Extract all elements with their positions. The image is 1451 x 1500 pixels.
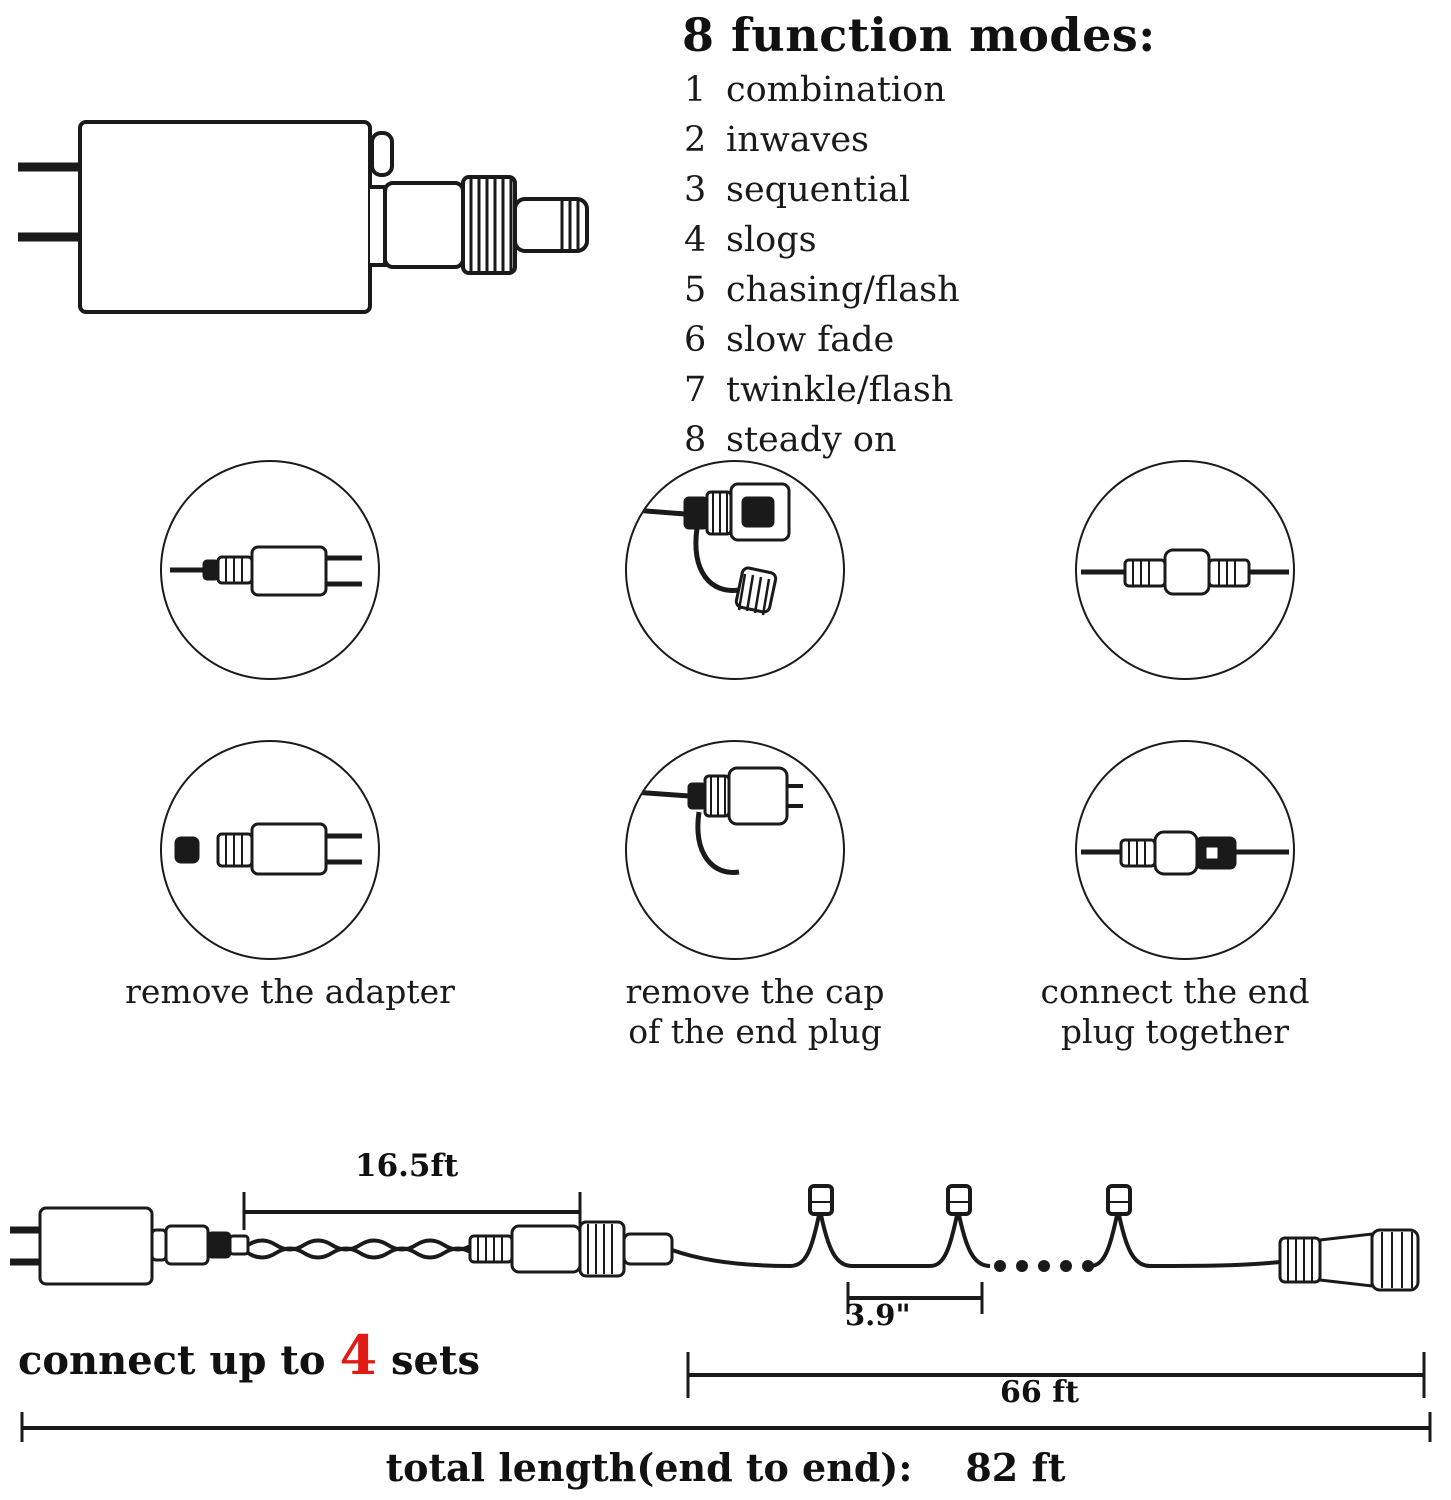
caption-remove-cap bbox=[555, 972, 955, 1052]
caption-connect-plugs-line2: plug together bbox=[1060, 1012, 1290, 1051]
mode-item bbox=[684, 215, 1372, 265]
step-circle-adapter-attached bbox=[160, 460, 380, 680]
step-circle-plugs-connected bbox=[1075, 740, 1295, 960]
mode-number: 2 bbox=[684, 120, 707, 161]
step-illustrations bbox=[130, 450, 1420, 970]
mode-item bbox=[684, 115, 1372, 165]
mode-label: steady on bbox=[726, 420, 897, 461]
caption-remove-adapter: remove the adapter bbox=[125, 972, 455, 1011]
connect-count: 4 bbox=[339, 1323, 378, 1387]
mode-number: 7 bbox=[684, 370, 707, 411]
step-circle-plugs-apart bbox=[1075, 460, 1295, 680]
caption-connect-plugs bbox=[975, 972, 1375, 1052]
adapter-svg bbox=[0, 95, 620, 325]
connect-suffix: sets bbox=[391, 1337, 480, 1384]
mode-label: twinkle/flash bbox=[726, 370, 954, 411]
length-diagram-svg bbox=[0, 1090, 1451, 1450]
mode-item bbox=[684, 65, 1372, 115]
mode-number: 8 bbox=[684, 420, 707, 461]
step-circle-endplug-uncapped bbox=[625, 740, 845, 960]
step-circle-adapter-removed bbox=[160, 740, 380, 960]
length-diagram bbox=[0, 1090, 1451, 1500]
function-modes-list bbox=[672, 0, 1372, 465]
connect-sets-note bbox=[18, 1323, 480, 1387]
mode-label: chasing/flash bbox=[726, 270, 960, 311]
modes-title: 8 function modes: bbox=[682, 8, 1156, 62]
mode-label: sequential bbox=[726, 170, 911, 211]
adapter-removed-svg bbox=[162, 742, 378, 958]
mode-item bbox=[684, 365, 1372, 415]
power-adapter-illustration bbox=[0, 95, 620, 325]
step-circle-endplug-capped bbox=[625, 460, 845, 680]
mode-item bbox=[684, 165, 1372, 215]
mode-label: slogs bbox=[726, 220, 817, 261]
dimension-lit-length: 66 ft bbox=[1000, 1375, 1079, 1410]
mode-number: 6 bbox=[684, 320, 707, 361]
caption-remove-cap-line2: of the end plug bbox=[628, 1012, 882, 1051]
caption-remove-cap-line1: remove the cap bbox=[625, 972, 885, 1011]
mode-number: 1 bbox=[684, 70, 707, 111]
mode-number: 4 bbox=[684, 220, 707, 261]
mode-label: combination bbox=[726, 70, 946, 111]
plugs-connected-svg bbox=[1077, 742, 1293, 958]
dimension-lead-length: 16.5ft bbox=[355, 1148, 459, 1184]
total-length-note bbox=[0, 1445, 1451, 1490]
mode-number: 3 bbox=[684, 170, 707, 211]
mode-number: 5 bbox=[684, 270, 707, 311]
endplug-capped-svg bbox=[627, 462, 843, 678]
endplug-uncapped-svg bbox=[627, 742, 843, 958]
mode-item bbox=[684, 315, 1372, 365]
connect-prefix: connect up to bbox=[18, 1337, 326, 1384]
plugs-apart-svg bbox=[1077, 462, 1293, 678]
step-captions bbox=[0, 960, 1451, 1070]
adapter-attached-svg bbox=[162, 462, 378, 678]
total-length-label: total length(end to end): bbox=[385, 1445, 913, 1490]
mode-label: slow fade bbox=[726, 320, 895, 361]
mode-label: inwaves bbox=[726, 120, 870, 161]
caption-connect-plugs-line1: connect the end bbox=[1040, 972, 1310, 1011]
total-length-value: 82 ft bbox=[965, 1445, 1066, 1490]
dimension-bulb-spacing: 3.9" bbox=[845, 1298, 911, 1332]
mode-item bbox=[684, 265, 1372, 315]
